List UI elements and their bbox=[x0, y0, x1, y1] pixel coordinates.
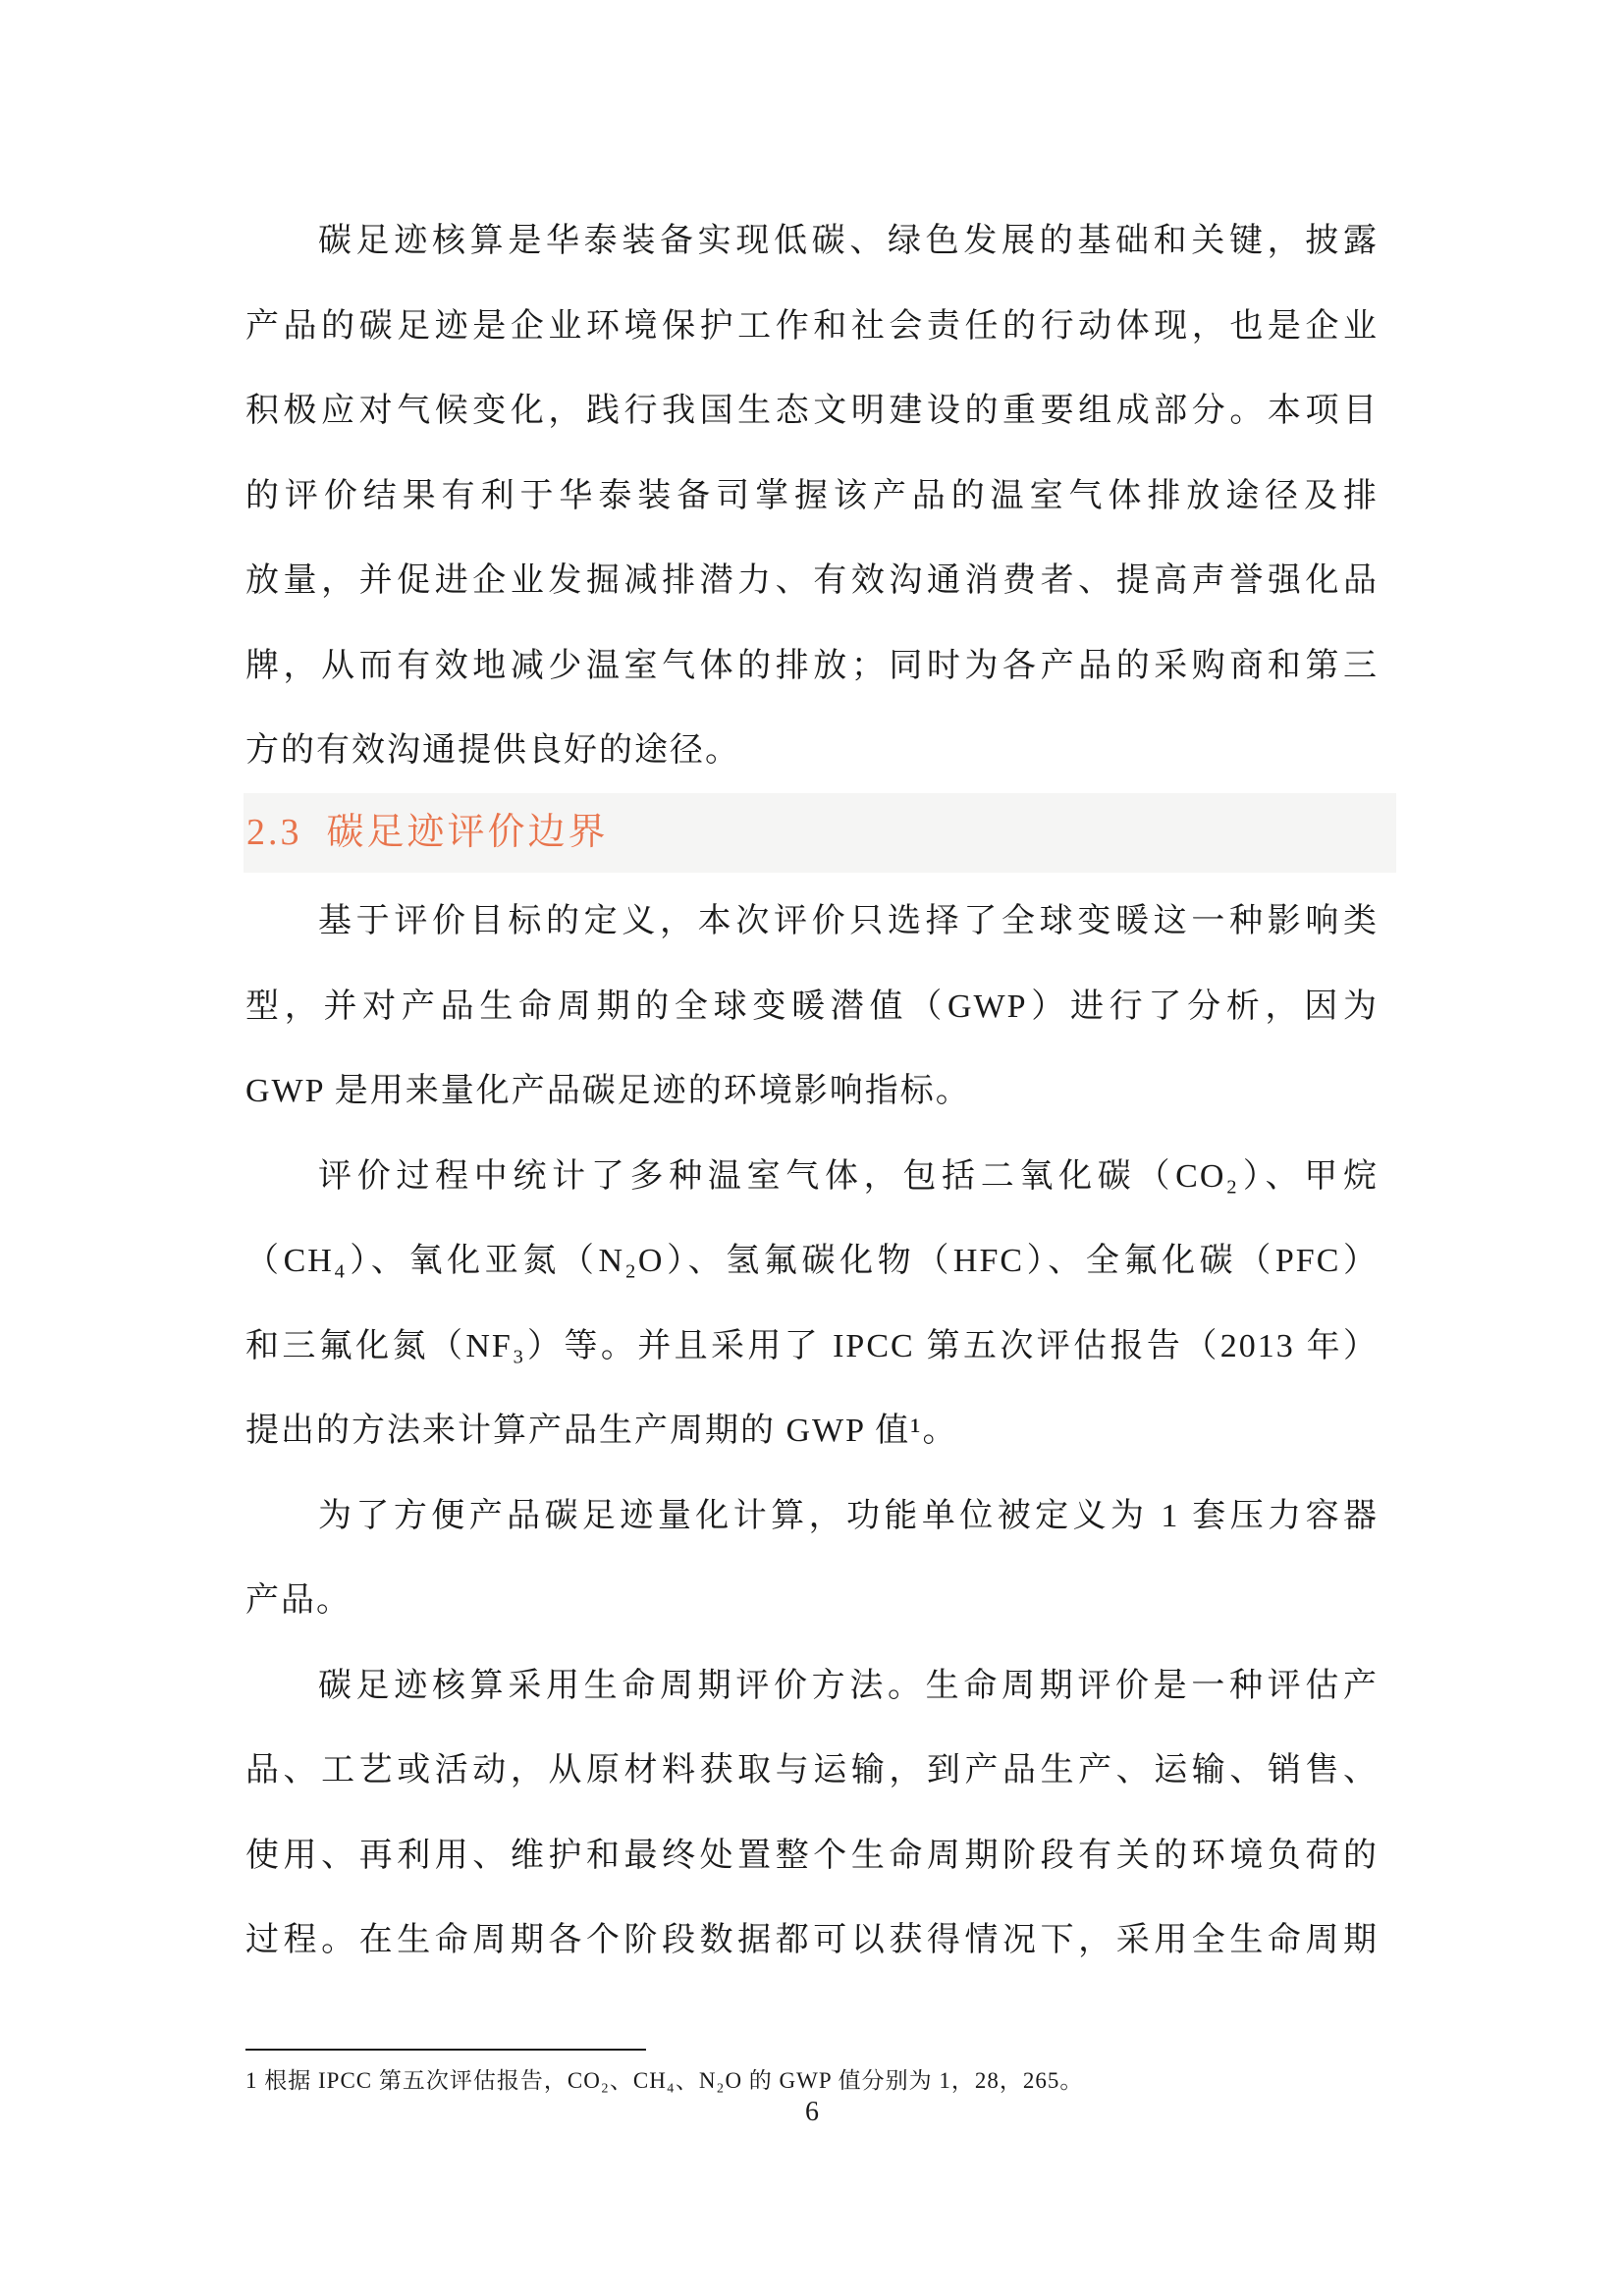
body-line: 碳足迹核算是华泰装备实现低碳、绿色发展的基础和关键，披露 bbox=[318, 223, 1379, 259]
body-line: 牌，从而有效地减少温室气体的排放；同时为各产品的采购商和第三 bbox=[245, 647, 1379, 684]
body-line: 提出的方法来计算产品生产周期的 GWP 值¹。 bbox=[245, 1413, 958, 1449]
body-line: 和三氟化氮（NF₃）等。并且采用了 IPCC 第五次评估报告（2013 年） bbox=[245, 1327, 1379, 1364]
paragraph-1 bbox=[245, 199, 1379, 794]
section-heading: 2.3 碳足迹评价边界 bbox=[246, 812, 609, 853]
section-heading-bar bbox=[244, 793, 1396, 873]
footnote-text: 1 根据 IPCC 第五次评估报告，CO₂、CH₄、N₂O 的 GWP 值分别为 1，28，265。 bbox=[245, 2068, 1084, 2093]
body-line: 为了方便产品碳足迹量化计算，功能单位被定义为 1 套压力容器 bbox=[318, 1497, 1379, 1534]
body-line: （CH₄）、氧化亚氮（N₂O）、氢氟碳化物（HFC）、全氟化碳（PFC） bbox=[245, 1243, 1379, 1279]
body-line: 碳足迹核算采用生命周期评价方法。生命周期评价是一种评估产 bbox=[318, 1667, 1379, 1704]
page-number: 6 bbox=[805, 2097, 819, 2127]
body-line: 使用、再利用、维护和最终处置整个生命周期阶段有关的环境负荷的 bbox=[245, 1837, 1379, 1874]
body-line: 型，并对产品生命周期的全球变暖潜值（GWP）进行了分析，因为 bbox=[245, 988, 1379, 1025]
body-line: 评价过程中统计了多种温室气体，包括二氧化碳（CO₂）、甲烷 bbox=[318, 1157, 1379, 1195]
body-line: 积极应对气候变化，践行我国生态文明建设的重要组成部分。本项目 bbox=[245, 393, 1379, 429]
body-line: 过程。在生命周期各个阶段数据都可以获得情况下，采用全生命周期 bbox=[245, 1922, 1379, 1958]
body-line: 方的有效沟通提供良好的途径。 bbox=[245, 732, 740, 769]
body-line: 放量，并促进企业发掘减排潜力、有效沟通消费者、提高声誉强化品 bbox=[245, 562, 1379, 599]
body-line: 基于评价目标的定义，本次评价只选择了全球变暖这一种影响类 bbox=[318, 903, 1379, 939]
body-line: GWP 是用来量化产品碳足迹的环境影响指标。 bbox=[245, 1073, 971, 1109]
body-line: 的评价结果有利于华泰装备司掌握该产品的温室气体排放途径及排 bbox=[245, 477, 1379, 514]
body-line: 产品。 bbox=[245, 1582, 352, 1619]
body-line: 品、工艺或活动，从原材料获取与运输，到产品生产、运输、销售、 bbox=[245, 1752, 1379, 1789]
footnote-separator bbox=[245, 2049, 646, 2051]
body-line: 产品的碳足迹是企业环境保护工作和社会责任的行动体现，也是企业 bbox=[245, 307, 1379, 345]
paragraph-body bbox=[245, 880, 1379, 1984]
